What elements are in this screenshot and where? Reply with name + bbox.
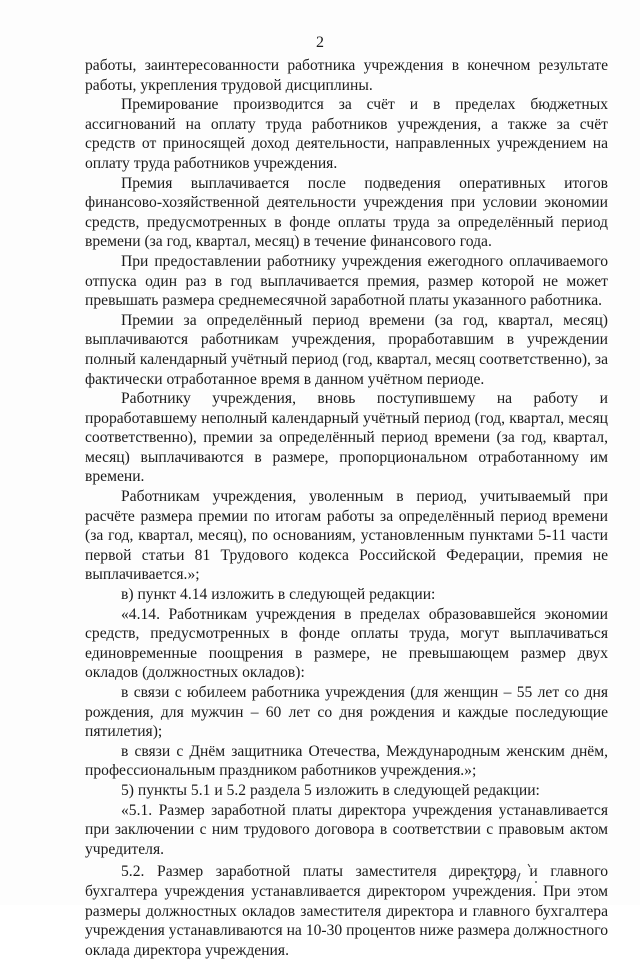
page-number: 2 [316,34,324,51]
paragraph: Премирование производится за счёт и в пределах бюджетных ассигнований на оплату труда работников учреждения, а также за счёт средств от приносящей доход деятельности, направленных учреждением на оплату труда работников учреждения. [85,96,608,172]
handwritten-mark-icon [480,858,550,888]
document-body [85,56,608,960]
paragraph: Работнику учреждения, вновь поступившему на работу и проработавшему неполный календарный учётный период (год, квартал, месяц соответственно), премии за определённый период времени (за год, квартал, месяц) выплачиваются в размере, пропорциональном отработанному им времени. [85,390,608,486]
paragraph: 5.2. Размер заработной платы заместителя директора и главного бухгалтера учреждения устанавливается директором учреждения. При этом размеры должностных окладов заместителя директора и главного бухгалтера учреждения устанавливаются на 10-30 процентов ниже размера должностного оклада директора учреждения. [85,863,608,959]
paragraph: Работникам учреждения, уволенным в период, учитываемый при расчёте размера премии по итогам работы за определённый период времени (за год, квартал, месяц), по основаниям, установленным пунктами 5-11 части первой статьи 81 Трудового кодекса Российской Федерации, премия не выплачивается.»; [85,488,608,584]
paragraph: Премии за определённый период времени (за год, квартал, месяц) выплачиваются работникам учреждения, проработавшим в учреждении полный календарный учётный период (год, квартал, месяц соответственно), за фактически отработанное время в данном учётном периоде. [85,311,608,388]
paragraph: в связи с Днём защитника Отечества, Международным женским днём, профессиональным праздником работников учреждения.»; [85,742,608,780]
paragraph: «5.1. Размер заработной платы директора учреждения устанавливается при заключении с ним трудового договора в соответствии с правовым актом учредителя. [85,801,608,858]
paragraph: 5) пункты 5.1 и 5.2 раздела 5 изложить в следующей редакции: [121,781,540,799]
paragraph: «4.14. Работникам учреждения в пределах образовавшейся экономии средств, предусмотренных в фонде оплаты труда, могут выплачиваться единовременные поощрения в размере, не превышающем размер двух окладов (должностных окладов): [85,605,608,682]
paragraph: в связи с юбилеем работника учреждения (для женщин – 55 лет со дня рождения, для мужчин – 60 лет со дня рождения и каждые последующие пятилетия); [85,684,608,741]
paragraph: в) пункт 4.14 изложить в следующей редакции: [121,586,436,604]
paragraph: При предоставлении работнику учреждения ежегодного оплачиваемого отпуска один раз в год выплачивается премия, размер которой не может превышать размера среднемесячной заработной платы указанного работника. [85,252,608,310]
paragraph: работы, заинтересованности работника учреждения в конечном результате работы, укрепления трудовой дисциплины. [85,57,608,94]
paragraph: Премия выплачивается после подведения оперативных итогов финансово-хозяйственной деятельности учреждения при условии экономии средств, предусмотренных в фонде оплаты труда за определённый период времени (за год, квартал, месяц) в течение финансового года. [85,174,608,251]
